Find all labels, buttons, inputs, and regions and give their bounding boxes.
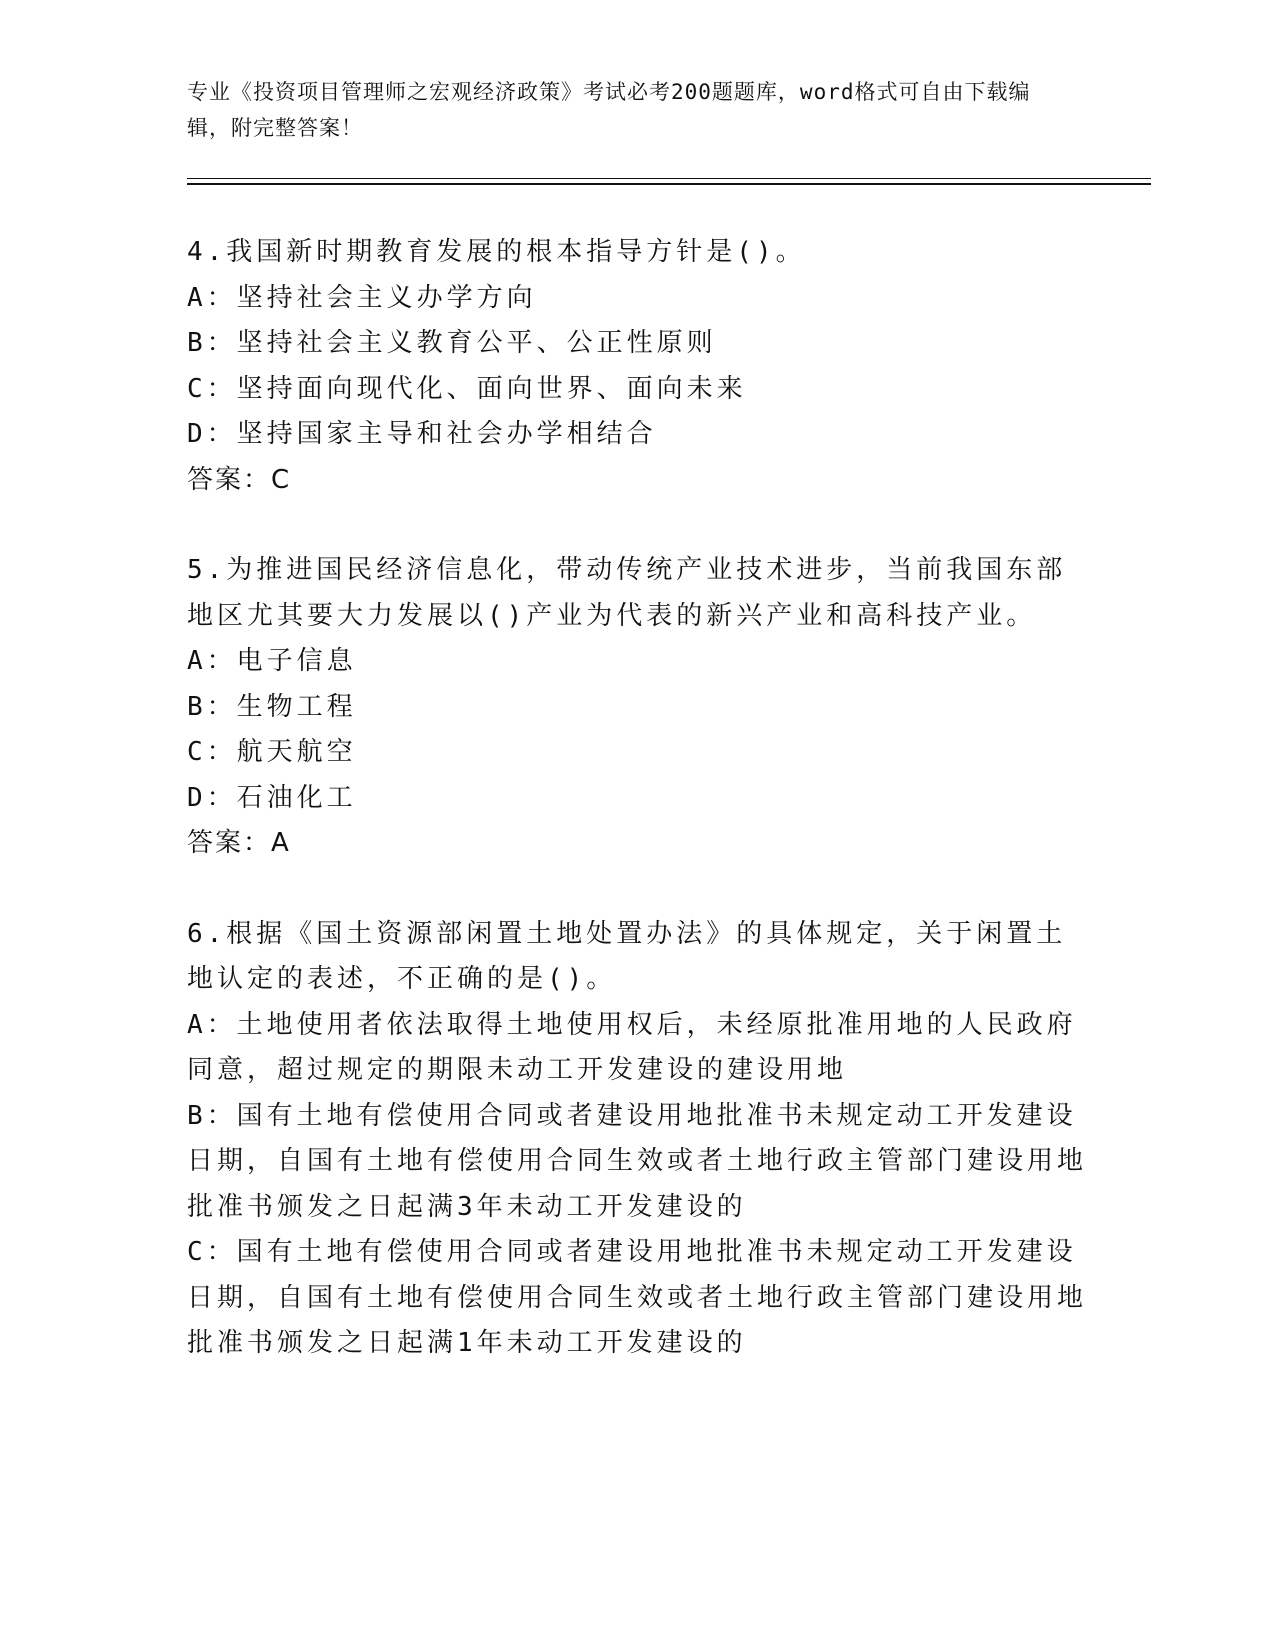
question-6 [187, 912, 1087, 1367]
option-d: D：石油化工 [187, 782, 357, 813]
option-c: C：国有土地有偿使用合同或者建设用地批准书未规定动工开发建设日期，自国有土地有偿使用合同生效或者土地行政主管部门建设用地批准书颁发之日起满1年未动工开发建设的 [187, 1237, 1088, 1358]
option-a: A：坚持社会主义办学方向 [187, 282, 537, 313]
option-b: B：生物工程 [187, 691, 357, 722]
question-list [187, 230, 1087, 1412]
option-a: A：土地使用者依法取得土地使用权后，未经原批准用地的人民政府同意，超过规定的期限未动工开发建设的建设用地 [187, 1009, 1077, 1085]
option-a: A：电子信息 [187, 646, 357, 676]
option-c: C：航天航空 [187, 737, 357, 767]
option-c: C：坚持面向现代化、面向世界、面向未来 [187, 373, 747, 404]
header-divider-thin [187, 178, 1151, 179]
document-header-text: 专业《投资项目管理师之宏观经济政策》考试必考200题题库，word格式可自由下载编辑，附完整答案！ [187, 80, 1031, 140]
question-4 [187, 230, 1087, 503]
option-b: B：国有土地有偿使用合同或者建设用地批准书未规定动工开发建设日期，自国有土地有偿使用合同生效或者土地行政主管部门建设用地批准书颁发之日起满3年未动工开发建设的 [187, 1100, 1088, 1222]
question-5 [187, 548, 1087, 867]
answer-label: 答案：A [187, 828, 291, 858]
question-text: 5.为推进国民经济信息化，带动传统产业技术进步，当前我国东部地区尤其要大力发展以()产业为代表的新兴产业和高科技产业。 [187, 555, 1067, 631]
question-text: 4.我国新时期教育发展的根本指导方针是()。 [187, 237, 806, 267]
header-divider-thick [187, 183, 1151, 185]
question-text: 6.根据《国土资源部闲置土地处置办法》的具体规定，关于闲置土地认定的表述，不正确的是()。 [187, 918, 1067, 994]
answer-label: 答案：C [187, 464, 292, 495]
option-b: B：坚持社会主义教育公平、公正性原则 [187, 328, 717, 358]
option-d: D：坚持国家主导和社会办学相结合 [187, 419, 657, 449]
